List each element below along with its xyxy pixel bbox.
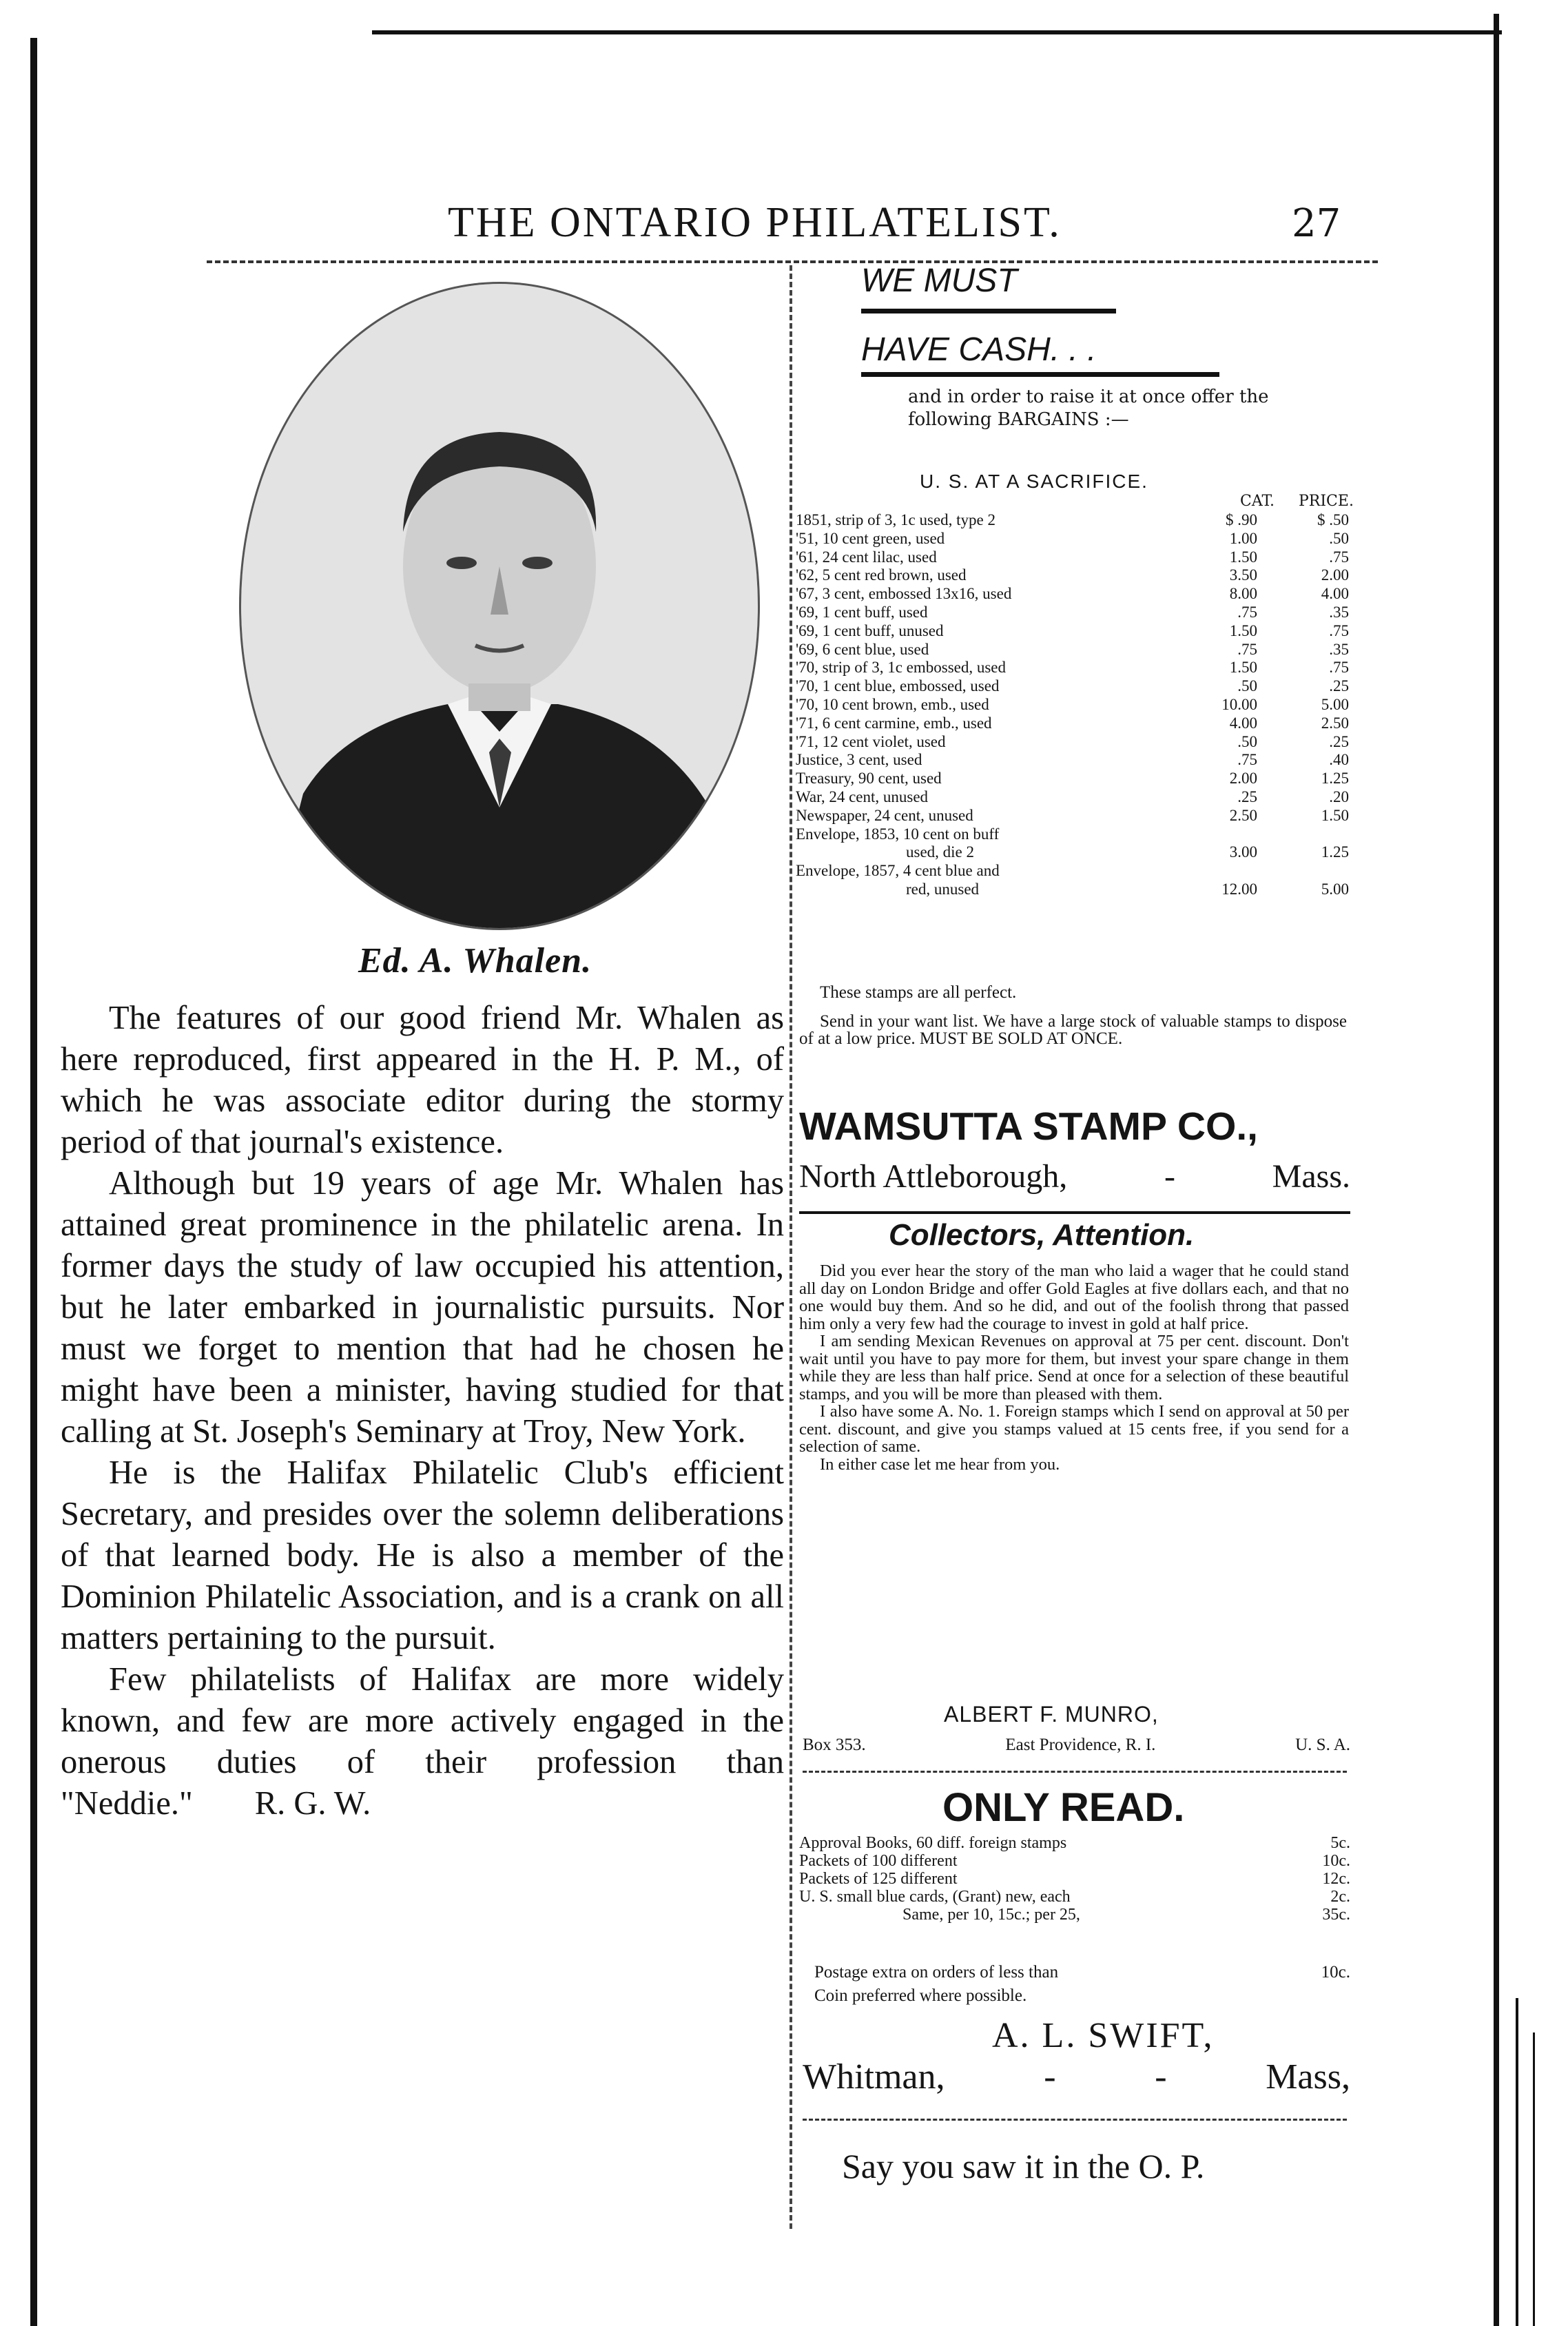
address-box: Box 353.: [803, 1736, 866, 1754]
advertiser-address: [803, 2057, 1350, 2097]
table-row: [796, 751, 1350, 770]
table-row: [796, 511, 1350, 530]
catalog-value: 1.50: [1229, 659, 1257, 677]
stamp-description: '62, 5 cent red brown, used: [796, 566, 967, 584]
price-list: [799, 1834, 1350, 1924]
portrait-photo: [241, 284, 758, 928]
catalog-value: 2.00: [1229, 770, 1257, 788]
ad-paragraph: I also have some A. No. 1. Foreign stamps which I send on approval at 50 per cent. discount, and give you stamps valued at 15 cents free, if you send for a selection of same.: [799, 1402, 1349, 1456]
sale-price: 1.25: [1321, 843, 1349, 861]
catalog-column-header: CAT.: [1240, 493, 1275, 510]
stamp-description: 1851, strip of 3, 1c used, type 2: [796, 511, 996, 528]
ad-note: [814, 1964, 1350, 1981]
list-item: [799, 1906, 1350, 1924]
sale-price: 2.50: [1321, 714, 1349, 732]
catalog-value: 8.00: [1229, 585, 1257, 603]
ad-paragraph: In either case let me hear from you.: [820, 1454, 1060, 1474]
catalog-value: 2.50: [1229, 806, 1257, 824]
article-body: [61, 998, 784, 1824]
sale-price: 5.00: [1321, 695, 1349, 713]
ad-divider: [803, 1771, 1347, 1773]
header-divider: [207, 260, 1378, 263]
item-description: Same, per 10, 15c.; per 25,: [902, 1906, 1080, 1924]
catalog-value: .50: [1237, 732, 1257, 750]
item-description: U. S. small blue cards, (Grant) new, each: [799, 1888, 1071, 1906]
advertiser-address: [803, 1736, 1350, 1753]
ad-headline: HAVE CASH. . .: [861, 331, 1097, 368]
sale-price: .35: [1329, 603, 1349, 621]
sale-price: 1.50: [1321, 806, 1349, 824]
running-head: THE ONTARIO PHILATELIST.: [448, 199, 1062, 246]
table-row: [796, 566, 1350, 585]
address-state: Mass,: [1266, 2057, 1350, 2097]
postage-note: Postage extra on orders of less than: [814, 1963, 1059, 1982]
sale-price: .35: [1329, 640, 1349, 658]
table-row: [796, 788, 1350, 807]
table-row: [796, 733, 1350, 752]
address-dash: -: [1155, 2057, 1167, 2097]
stamp-description: Justice, 3 cent, used: [796, 751, 922, 769]
table-row: [796, 862, 1350, 881]
table-row: [796, 770, 1350, 788]
table-row: [796, 622, 1350, 641]
list-item: [799, 1852, 1350, 1870]
stamp-description: '69, 1 cent buff, unused: [796, 621, 944, 639]
sale-price: 5.00: [1321, 880, 1349, 898]
postage-value: 10c.: [1321, 1963, 1350, 1982]
sale-price: 1.25: [1321, 770, 1349, 788]
item-description: Approval Books, 60 diff. foreign stamps: [799, 1834, 1067, 1852]
portrait-caption: Ed. A. Whalen.: [358, 941, 592, 980]
address-state: Mass.: [1272, 1158, 1350, 1195]
right-margin-rule-thin: [1533, 2032, 1535, 2326]
address-town: North Attleborough,: [799, 1158, 1068, 1195]
stamp-description: '69, 6 cent blue, used: [796, 640, 929, 658]
catalog-value: .75: [1237, 751, 1257, 769]
address-town: East Providence, R. I.: [1005, 1736, 1156, 1754]
headline-underline: [861, 309, 1116, 313]
sale-price: .40: [1329, 751, 1349, 769]
stamp-description: '67, 3 cent, embossed 13x16, used: [796, 585, 1012, 603]
stamp-description: red, unused: [906, 880, 980, 898]
right-margin-rule: [1494, 14, 1499, 2326]
catalog-value: 3.00: [1229, 843, 1257, 861]
ad-intro: and in order to raise it at once offer the following BARGAINS :—: [908, 387, 1269, 430]
stamp-description: '70, 1 cent blue, embossed, used: [796, 677, 1000, 695]
column-divider: [790, 265, 792, 2229]
sale-price: $ .50: [1317, 511, 1349, 528]
table-row: [796, 714, 1350, 733]
ad-headline: ONLY READ.: [942, 1785, 1185, 1830]
item-description: Packets of 125 different: [799, 1870, 958, 1888]
item-price: 5c.: [1330, 1834, 1350, 1852]
article-signature: R. G. W.: [254, 1785, 371, 1822]
table-row: [796, 825, 1350, 844]
catalog-value: .75: [1237, 640, 1257, 658]
catalog-value: 1.50: [1229, 548, 1257, 566]
right-margin-rule-thin: [1516, 1998, 1518, 2326]
catalog-value: $ .90: [1226, 511, 1257, 528]
catalog-value: .50: [1237, 677, 1257, 695]
stamp-description: '51, 10 cent green, used: [796, 529, 945, 547]
stamp-description: Envelope, 1857, 4 cent blue and: [796, 862, 1000, 880]
catalog-value: 3.50: [1229, 566, 1257, 584]
address-dash: -: [1044, 2057, 1056, 2097]
top-rule: [372, 30, 1502, 34]
item-price: 12c.: [1322, 1870, 1350, 1888]
ad-headline: WE MUST: [861, 263, 1018, 299]
sale-price: 4.00: [1321, 585, 1349, 603]
company-address: [799, 1157, 1350, 1195]
table-row: [796, 530, 1350, 548]
table-row: [796, 548, 1350, 567]
article-paragraph: [61, 1659, 784, 1824]
stamp-description: '69, 1 cent buff, used: [796, 603, 928, 621]
ad-note: These stamps are all perfect.: [820, 983, 1017, 1002]
left-margin-rule: [30, 38, 37, 2326]
article-paragraph: The features of our good friend Mr. Whalen as here reproduced, first appeared in the H. P. M., of which he was associate editor during the stormy period of that journal's existence.: [61, 1000, 784, 1160]
sale-price: .25: [1329, 732, 1349, 750]
list-item: [799, 1888, 1350, 1906]
article-closing-text: Few philatelists of Halifax are more widely known, and few are more actively engaged in the onerous duties of their profession than "Neddie.": [61, 1661, 784, 1822]
stamp-description: Newspaper, 24 cent, unused: [796, 806, 973, 824]
table-row: [796, 881, 1350, 899]
list-item: [799, 1834, 1350, 1852]
catalog-value: 4.00: [1229, 714, 1257, 732]
item-price: 35c.: [1322, 1906, 1350, 1924]
ad-body-text: Send in your want list. We have a large stock of valuable stamps to dispose of at a low price. MUST BE SOLD AT ONCE.: [799, 1012, 1347, 1048]
advertiser-name: ALBERT F. MUNRO,: [944, 1702, 1159, 1727]
footer-note: Say you saw it in the O. P.: [842, 2147, 1205, 2185]
table-row: [796, 641, 1350, 659]
catalog-value: 1.00: [1229, 529, 1257, 547]
ad-divider: [803, 2119, 1347, 2121]
stamp-description: '61, 24 cent lilac, used: [796, 548, 937, 566]
article-paragraph: He is the Halifax Philatelic Club's efficient Secretary, and presides over the solemn deliberations of that learned body. He is also a member of the Dominion Philatelic Association, and is a crank on all matters pertaining to the pursuit.: [61, 1454, 784, 1656]
article-paragraph: Although but 19 years of age Mr. Whalen has attained great prominence in the philatelic arena. In former days the study of law occupied his attention, but he later embarked in journalistic pursuits. Nor must we forget to mention that had he chosen he might have been a minister, having studied for that calling at St. Joseph's Seminary at Troy, New York.: [61, 1165, 784, 1450]
sale-price: .50: [1329, 529, 1349, 547]
ad-note: Coin preferred where possible.: [814, 1986, 1027, 2005]
sale-price: .20: [1329, 788, 1349, 805]
catalog-value: 12.00: [1221, 880, 1257, 898]
catalog-value: 10.00: [1221, 695, 1257, 713]
ad-body: [799, 1262, 1349, 1473]
item-description: Packets of 100 different: [799, 1852, 958, 1870]
stamp-description: War, 24 cent, unused: [796, 788, 929, 805]
address-town: Whitman,: [803, 2057, 945, 2097]
stamp-description: Envelope, 1853, 10 cent on buff: [796, 825, 1000, 843]
ad-paragraph: Did you ever hear the story of the man who laid a wager that he could stand all day on London Bridge and offer Gold Eagles at five dollars each, and that no one would buy them. And so he did, and out of the foolish throng that passed him only a very few had the courage to invest in gold at half price.: [799, 1262, 1349, 1333]
ad-divider: [799, 1211, 1350, 1214]
table-row: [796, 677, 1350, 696]
table-row: [796, 843, 1350, 862]
stamp-description: '71, 12 cent violet, used: [796, 732, 946, 750]
price-table: [796, 511, 1350, 899]
sale-price: .75: [1329, 621, 1349, 639]
ad-paragraph: I am sending Mexican Revenues on approval at 75 per cent. discount. Don't wait until you have to pay more for them, but invest your spare change in them while they are less than half price. Send at once for a selection of these beautiful stamps, and you will be more than pleased with them.: [799, 1332, 1349, 1403]
advertiser-name: A. L. SWIFT,: [992, 2016, 1215, 2055]
catalog-value: .25: [1237, 788, 1257, 805]
catalog-value: .75: [1237, 603, 1257, 621]
ad-subhead: U. S. AT A SACRIFICE.: [920, 471, 1148, 492]
table-row: [796, 807, 1350, 825]
company-name: WAMSUTTA STAMP CO.,: [799, 1104, 1259, 1149]
stamp-description: used, die 2: [906, 843, 975, 861]
price-column-header: PRICE.: [1299, 493, 1354, 510]
item-price: 10c.: [1322, 1852, 1350, 1870]
address-country: U. S. A.: [1295, 1736, 1350, 1754]
stamp-description: '71, 6 cent carmine, emb., used: [796, 714, 992, 732]
page-number: 27: [1292, 201, 1341, 246]
stamp-description: '70, 10 cent brown, emb., used: [796, 695, 989, 713]
catalog-value: 1.50: [1229, 621, 1257, 639]
address-dash: -: [1164, 1158, 1175, 1195]
table-row: [796, 659, 1350, 677]
stamp-description: '70, strip of 3, 1c embossed, used: [796, 659, 1007, 677]
table-row: [796, 585, 1350, 604]
item-price: 2c.: [1330, 1888, 1350, 1906]
table-row: [796, 604, 1350, 622]
table-row: [796, 696, 1350, 714]
sale-price: .75: [1329, 659, 1349, 677]
list-item: [799, 1870, 1350, 1888]
portrait-illustration: [241, 284, 758, 928]
sale-price: .25: [1329, 677, 1349, 695]
headline-underline: [861, 372, 1219, 377]
sale-price: 2.00: [1321, 566, 1349, 584]
sale-price: .75: [1329, 548, 1349, 566]
stamp-description: Treasury, 90 cent, used: [796, 770, 942, 788]
ad-headline: Collectors, Attention.: [889, 1218, 1195, 1252]
